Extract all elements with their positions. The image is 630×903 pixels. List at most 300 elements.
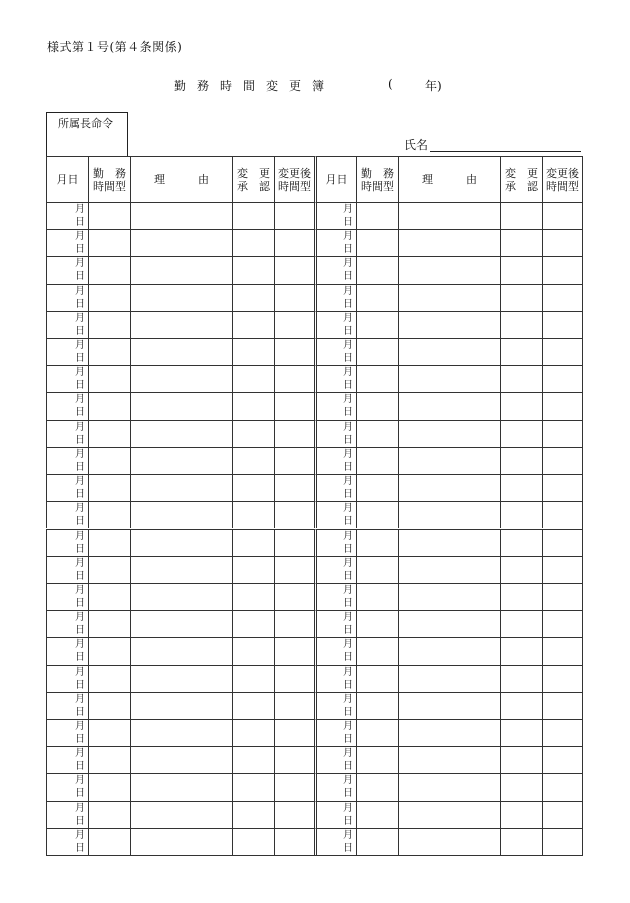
right-new_type-cell[interactable] [542, 501, 582, 528]
left-reason-cell[interactable] [130, 229, 232, 256]
left-approval-cell[interactable] [232, 338, 274, 365]
right-reason-cell[interactable] [398, 474, 500, 501]
right-reason-cell[interactable] [398, 610, 500, 637]
left-approval-cell[interactable] [232, 529, 274, 556]
left-header-work_type-label: 勤 務 時間型 [93, 166, 126, 193]
left-month_day-cell[interactable] [46, 338, 88, 365]
right-reason-cell[interactable] [398, 801, 500, 828]
right-month_day-cell[interactable] [314, 229, 356, 256]
right-approval-cell[interactable] [500, 746, 542, 773]
left-approval-cell[interactable] [232, 420, 274, 447]
right-new_type-cell[interactable] [542, 256, 582, 283]
day-label: 日 [343, 652, 353, 664]
right-month_day-cell[interactable] [314, 284, 356, 311]
left-work_type-cell[interactable] [88, 610, 130, 637]
left-reason-cell[interactable] [130, 256, 232, 283]
day-label: 日 [343, 434, 353, 446]
right-header-work_type [356, 156, 398, 202]
left-reason-cell[interactable] [130, 556, 232, 583]
right-month_day-cell[interactable] [314, 311, 356, 338]
left-month_day-cell[interactable] [46, 474, 88, 501]
month-label: 月 [343, 204, 353, 215]
left-month_day-cell[interactable] [46, 719, 88, 746]
right-reason-cell[interactable] [398, 256, 500, 283]
left-header-approval [232, 156, 274, 202]
right-reason-cell[interactable] [398, 556, 500, 583]
left-new_type-cell[interactable] [274, 229, 314, 256]
right-approval-cell[interactable] [500, 392, 542, 419]
left-approval-cell[interactable] [232, 447, 274, 474]
left-new_type-cell[interactable] [274, 256, 314, 283]
left-reason-cell[interactable] [130, 583, 232, 610]
day-label: 日 [75, 761, 85, 773]
right-header-new_type [542, 156, 582, 202]
right-new_type-cell[interactable] [542, 556, 582, 583]
right-new_type-cell[interactable] [542, 529, 582, 556]
right-new_type-cell[interactable] [542, 420, 582, 447]
right-new_type-cell[interactable] [542, 828, 582, 855]
right-reason-cell[interactable] [398, 828, 500, 855]
day-label: 日 [75, 353, 85, 365]
month-label: 月 [75, 258, 85, 270]
left-approval-cell[interactable] [232, 610, 274, 637]
right-month_day-cell[interactable] [314, 529, 356, 556]
left-reason-cell[interactable] [130, 828, 232, 855]
right-header-reason-label: 理 由 [422, 173, 477, 186]
left-new_type-cell[interactable] [274, 692, 314, 719]
right-approval-cell[interactable] [500, 610, 542, 637]
day-label: 日 [343, 815, 353, 827]
right-work_type-cell[interactable] [356, 610, 398, 637]
month-label: 月 [343, 448, 353, 460]
month-label: 月 [75, 584, 85, 596]
right-month_day-cell[interactable] [314, 365, 356, 392]
month-label: 月 [343, 802, 353, 814]
left-reason-cell[interactable] [130, 338, 232, 365]
right-month_day-cell[interactable] [314, 556, 356, 583]
right-month_day-cell[interactable] [314, 256, 356, 283]
left-work_type-cell[interactable] [88, 338, 130, 365]
left-header-new_type-label: 変更後 時間型 [278, 166, 311, 193]
right-new_type-cell[interactable] [542, 474, 582, 501]
left-reason-cell[interactable] [130, 420, 232, 447]
right-work_type-cell[interactable] [356, 474, 398, 501]
left-approval-cell[interactable] [232, 692, 274, 719]
left-month_day-cell[interactable] [46, 229, 88, 256]
month-label: 月 [343, 231, 353, 243]
left-work_type-cell[interactable] [88, 311, 130, 338]
left-approval-cell[interactable] [232, 637, 274, 664]
right-approval-cell[interactable] [500, 773, 542, 800]
right-work_type-cell[interactable] [356, 556, 398, 583]
left-month_day-cell[interactable] [46, 665, 88, 692]
left-reason-cell[interactable] [130, 773, 232, 800]
right-work_type-cell[interactable] [356, 365, 398, 392]
day-label: 日 [75, 380, 85, 392]
right-work_type-cell[interactable] [356, 692, 398, 719]
right-work_type-cell[interactable] [356, 801, 398, 828]
left-work_type-cell[interactable] [88, 284, 130, 311]
month-label: 月 [343, 639, 353, 651]
left-approval-cell[interactable] [232, 556, 274, 583]
right-work_type-cell[interactable] [356, 447, 398, 474]
right-reason-cell[interactable] [398, 284, 500, 311]
left-reason-cell[interactable] [130, 637, 232, 664]
month-label: 月 [75, 204, 85, 215]
month-label: 月 [75, 693, 85, 705]
left-work_type-cell[interactable] [88, 501, 130, 528]
left-new_type-cell[interactable] [274, 529, 314, 556]
right-work_type-cell[interactable] [356, 229, 398, 256]
left-new_type-cell[interactable] [274, 202, 314, 229]
left-reason-cell[interactable] [130, 501, 232, 528]
left-work_type-cell[interactable] [88, 665, 130, 692]
right-work_type-cell[interactable] [356, 529, 398, 556]
day-label: 日 [75, 597, 85, 609]
day-label: 日 [343, 461, 353, 473]
left-month_day-cell[interactable] [46, 583, 88, 610]
left-approval-cell[interactable] [232, 801, 274, 828]
right-approval-cell[interactable] [500, 637, 542, 664]
right-new_type-cell[interactable] [542, 202, 582, 229]
left-work_type-cell[interactable] [88, 365, 130, 392]
left-work_type-cell[interactable] [88, 583, 130, 610]
left-work_type-cell[interactable] [88, 801, 130, 828]
right-reason-cell[interactable] [398, 529, 500, 556]
left-new_type-cell[interactable] [274, 420, 314, 447]
left-approval-cell[interactable] [232, 229, 274, 256]
right-reason-cell[interactable] [398, 665, 500, 692]
right-new_type-cell[interactable] [542, 365, 582, 392]
left-reason-cell[interactable] [130, 692, 232, 719]
month-label: 月 [75, 720, 85, 732]
left-month_day-cell[interactable] [46, 556, 88, 583]
left-new_type-cell[interactable] [274, 392, 314, 419]
left-reason-cell[interactable] [130, 746, 232, 773]
right-month_day-cell[interactable] [314, 501, 356, 528]
left-reason-cell[interactable] [130, 365, 232, 392]
left-new_type-cell[interactable] [274, 773, 314, 800]
right-reason-cell[interactable] [398, 583, 500, 610]
right-work_type-cell[interactable] [356, 583, 398, 610]
day-label: 日 [75, 298, 85, 310]
right-work_type-cell[interactable] [356, 202, 398, 229]
left-work_type-cell[interactable] [88, 556, 130, 583]
right-approval-cell[interactable] [500, 365, 542, 392]
right-reason-cell[interactable] [398, 420, 500, 447]
right-new_type-cell[interactable] [542, 338, 582, 365]
left-work_type-cell[interactable] [88, 719, 130, 746]
right-work_type-cell[interactable] [356, 392, 398, 419]
left-reason-cell[interactable] [130, 719, 232, 746]
left-work_type-cell[interactable] [88, 529, 130, 556]
left-month_day-cell[interactable] [46, 746, 88, 773]
left-new_type-cell[interactable] [274, 583, 314, 610]
left-new_type-cell[interactable] [274, 365, 314, 392]
right-month_day-cell[interactable] [314, 610, 356, 637]
right-reason-cell[interactable] [398, 447, 500, 474]
right-approval-cell[interactable] [500, 202, 542, 229]
left-work_type-cell[interactable] [88, 420, 130, 447]
left-work_type-cell[interactable] [88, 746, 130, 773]
right-new_type-cell[interactable] [542, 692, 582, 719]
left-work_type-cell[interactable] [88, 692, 130, 719]
right-work_type-cell[interactable] [356, 828, 398, 855]
right-month_day-cell[interactable] [314, 692, 356, 719]
right-approval-cell[interactable] [500, 529, 542, 556]
day-label: 日 [75, 217, 85, 228]
left-work_type-cell[interactable] [88, 202, 130, 229]
month-label: 月 [75, 639, 85, 651]
right-header-new_type-label: 変更後 時間型 [546, 166, 579, 193]
left-approval-cell[interactable] [232, 828, 274, 855]
left-approval-cell[interactable] [232, 202, 274, 229]
left-reason-cell[interactable] [130, 665, 232, 692]
left-month_day-cell[interactable] [46, 692, 88, 719]
left-approval-cell[interactable] [232, 365, 274, 392]
right-month_day-cell[interactable] [314, 719, 356, 746]
left-header-approval-label: 変 更 承 認 [237, 166, 270, 193]
right-work_type-cell[interactable] [356, 637, 398, 664]
right-approval-cell[interactable] [500, 229, 542, 256]
right-new_type-cell[interactable] [542, 311, 582, 338]
right-reason-cell[interactable] [398, 746, 500, 773]
left-new_type-cell[interactable] [274, 665, 314, 692]
left-work_type-cell[interactable] [88, 773, 130, 800]
left-new_type-cell[interactable] [274, 556, 314, 583]
left-reason-cell[interactable] [130, 311, 232, 338]
left-new_type-cell[interactable] [274, 447, 314, 474]
left-new_type-cell[interactable] [274, 338, 314, 365]
left-month_day-cell[interactable] [46, 365, 88, 392]
day-label: 日 [343, 625, 353, 637]
right-month_day-cell[interactable] [314, 665, 356, 692]
left-approval-cell[interactable] [232, 665, 274, 692]
left-month_day-cell[interactable] [46, 284, 88, 311]
right-reason-cell[interactable] [398, 311, 500, 338]
form-number: 様式第１号(第４条関係) [47, 40, 183, 54]
right-new_type-cell[interactable] [542, 665, 582, 692]
right-month_day-cell[interactable] [314, 474, 356, 501]
left-header-reason-label: 理 由 [154, 173, 209, 186]
year-open-paren: ( [388, 77, 393, 91]
left-approval-cell[interactable] [232, 311, 274, 338]
right-approval-cell[interactable] [500, 583, 542, 610]
right-new_type-cell[interactable] [542, 773, 582, 800]
right-month_day-cell[interactable] [314, 828, 356, 855]
left-month_day-cell[interactable] [46, 801, 88, 828]
left-approval-cell[interactable] [232, 474, 274, 501]
right-reason-cell[interactable] [398, 692, 500, 719]
right-approval-cell[interactable] [500, 556, 542, 583]
left-work_type-cell[interactable] [88, 828, 130, 855]
left-work_type-cell[interactable] [88, 256, 130, 283]
right-approval-cell[interactable] [500, 719, 542, 746]
right-new_type-cell[interactable] [542, 746, 582, 773]
right-header-month_day [314, 156, 356, 202]
right-reason-cell[interactable] [398, 719, 500, 746]
left-new_type-cell[interactable] [274, 828, 314, 855]
right-work_type-cell[interactable] [356, 256, 398, 283]
right-new_type-cell[interactable] [542, 447, 582, 474]
right-approval-cell[interactable] [500, 665, 542, 692]
right-approval-cell[interactable] [500, 501, 542, 528]
left-reason-cell[interactable] [130, 284, 232, 311]
right-new_type-cell[interactable] [542, 583, 582, 610]
left-month_day-cell[interactable] [46, 420, 88, 447]
left-approval-cell[interactable] [232, 583, 274, 610]
month-label: 月 [75, 312, 85, 324]
left-work_type-cell[interactable] [88, 229, 130, 256]
left-approval-cell[interactable] [232, 392, 274, 419]
right-approval-cell[interactable] [500, 311, 542, 338]
left-work_type-cell[interactable] [88, 392, 130, 419]
left-new_type-cell[interactable] [274, 501, 314, 528]
right-reason-cell[interactable] [398, 392, 500, 419]
month-label: 月 [75, 557, 85, 569]
month-label: 月 [343, 720, 353, 732]
right-approval-cell[interactable] [500, 284, 542, 311]
right-work_type-cell[interactable] [356, 311, 398, 338]
right-month_day-cell[interactable] [314, 637, 356, 664]
right-month_day-cell[interactable] [314, 746, 356, 773]
right-work_type-cell[interactable] [356, 420, 398, 447]
right-reason-cell[interactable] [398, 365, 500, 392]
right-approval-cell[interactable] [500, 474, 542, 501]
right-work_type-cell[interactable] [356, 284, 398, 311]
left-approval-cell[interactable] [232, 719, 274, 746]
right-approval-cell[interactable] [500, 828, 542, 855]
table-right-border [582, 156, 583, 855]
right-month_day-cell[interactable] [314, 773, 356, 800]
left-new_type-cell[interactable] [274, 610, 314, 637]
left-new_type-cell[interactable] [274, 746, 314, 773]
left-work_type-cell[interactable] [88, 637, 130, 664]
right-work_type-cell[interactable] [356, 501, 398, 528]
left-month_day-cell[interactable] [46, 447, 88, 474]
right-work_type-cell[interactable] [356, 746, 398, 773]
right-reason-cell[interactable] [398, 338, 500, 365]
day-label: 日 [343, 706, 353, 718]
left-reason-cell[interactable] [130, 529, 232, 556]
right-approval-cell[interactable] [500, 692, 542, 719]
right-month_day-cell[interactable] [314, 583, 356, 610]
day-label: 日 [75, 271, 85, 283]
left-month_day-cell[interactable] [46, 529, 88, 556]
left-new_type-cell[interactable] [274, 637, 314, 664]
left-new_type-cell[interactable] [274, 284, 314, 311]
left-header-work_type [88, 156, 130, 202]
left-month_day-cell[interactable] [46, 392, 88, 419]
left-month_day-cell[interactable] [46, 828, 88, 855]
right-month_day-cell[interactable] [314, 202, 356, 229]
left-reason-cell[interactable] [130, 610, 232, 637]
right-reason-cell[interactable] [398, 501, 500, 528]
right-approval-cell[interactable] [500, 801, 542, 828]
right-new_type-cell[interactable] [542, 610, 582, 637]
right-approval-cell[interactable] [500, 447, 542, 474]
left-month_day-cell[interactable] [46, 202, 88, 229]
month-label: 月 [343, 584, 353, 596]
right-new_type-cell[interactable] [542, 801, 582, 828]
right-approval-cell[interactable] [500, 420, 542, 447]
right-month_day-cell[interactable] [314, 447, 356, 474]
year-label: 年) [425, 79, 442, 93]
day-label: 日 [75, 325, 85, 337]
supervisor-order-label: 所属長命令 [58, 117, 113, 130]
right-month_day-cell[interactable] [314, 801, 356, 828]
right-new_type-cell[interactable] [542, 719, 582, 746]
right-reason-cell[interactable] [398, 773, 500, 800]
left-new_type-cell[interactable] [274, 719, 314, 746]
right-work_type-cell[interactable] [356, 665, 398, 692]
left-approval-cell[interactable] [232, 256, 274, 283]
day-label: 日 [75, 244, 85, 256]
left-reason-cell[interactable] [130, 392, 232, 419]
left-approval-cell[interactable] [232, 284, 274, 311]
left-work_type-cell[interactable] [88, 474, 130, 501]
month-label: 月 [75, 612, 85, 624]
right-month_day-cell[interactable] [314, 392, 356, 419]
left-new_type-cell[interactable] [274, 474, 314, 501]
right-new_type-cell[interactable] [542, 392, 582, 419]
day-label: 日 [343, 570, 353, 582]
month-label: 月 [343, 557, 353, 569]
month-label: 月 [75, 802, 85, 814]
left-approval-cell[interactable] [232, 746, 274, 773]
left-month_day-cell[interactable] [46, 637, 88, 664]
left-month_day-cell[interactable] [46, 773, 88, 800]
month-label: 月 [343, 394, 353, 406]
right-approval-cell[interactable] [500, 338, 542, 365]
right-new_type-cell[interactable] [542, 284, 582, 311]
left-month_day-cell[interactable] [46, 501, 88, 528]
right-reason-cell[interactable] [398, 202, 500, 229]
left-reason-cell[interactable] [130, 801, 232, 828]
day-label: 日 [75, 407, 85, 419]
left-month_day-cell[interactable] [46, 610, 88, 637]
day-label: 日 [75, 733, 85, 745]
right-reason-cell[interactable] [398, 229, 500, 256]
right-approval-cell[interactable] [500, 256, 542, 283]
left-new_type-cell[interactable] [274, 801, 314, 828]
day-label: 日 [343, 733, 353, 745]
month-label: 月 [343, 829, 353, 841]
right-new_type-cell[interactable] [542, 637, 582, 664]
month-label: 月 [343, 748, 353, 760]
right-month_day-cell[interactable] [314, 338, 356, 365]
left-approval-cell[interactable] [232, 773, 274, 800]
right-reason-cell[interactable] [398, 637, 500, 664]
left-month_day-cell[interactable] [46, 256, 88, 283]
left-new_type-cell[interactable] [274, 311, 314, 338]
left-month_day-cell[interactable] [46, 311, 88, 338]
day-label: 日 [75, 570, 85, 582]
page-title: 勤務時間変更簿 [174, 79, 336, 93]
right-month_day-cell[interactable] [314, 420, 356, 447]
right-work_type-cell[interactable] [356, 338, 398, 365]
right-work_type-cell[interactable] [356, 719, 398, 746]
right-work_type-cell[interactable] [356, 773, 398, 800]
left-reason-cell[interactable] [130, 447, 232, 474]
left-approval-cell[interactable] [232, 501, 274, 528]
month-label: 月 [343, 367, 353, 379]
left-reason-cell[interactable] [130, 202, 232, 229]
left-work_type-cell[interactable] [88, 447, 130, 474]
right-new_type-cell[interactable] [542, 229, 582, 256]
left-reason-cell[interactable] [130, 474, 232, 501]
month-label: 月 [343, 612, 353, 624]
